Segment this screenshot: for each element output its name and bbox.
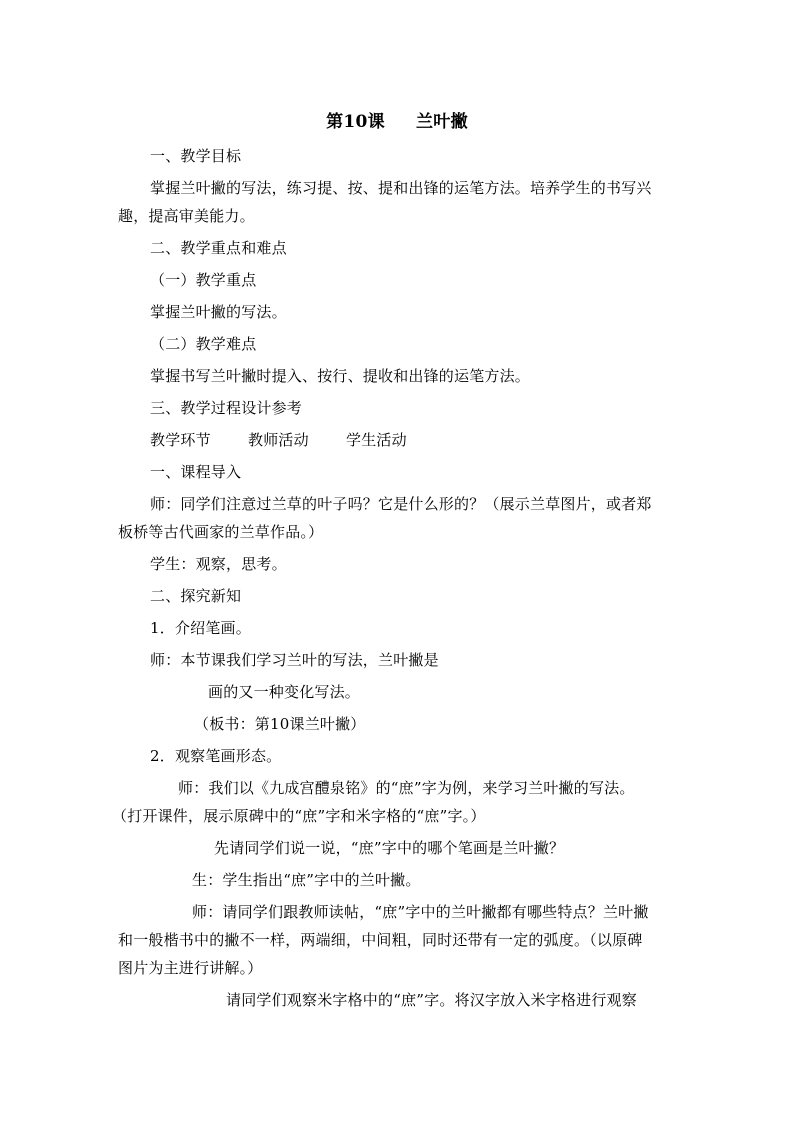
paragraph-line: （打开课件，展示原碑中的“庶”字和米字格的“庶”字。） bbox=[112, 807, 486, 825]
section-heading-explore: 二、探究新知 bbox=[150, 587, 242, 605]
paragraph-line: 趣，提高审美能力。 bbox=[118, 207, 255, 225]
paragraph-line: 掌握兰叶撇的写法，练习提、按、提和出锋的运笔方法。培养学生的书写兴 bbox=[150, 179, 652, 197]
paragraph-line: 师：我们以《九成宫醴泉铭》的“庶”字为例，来学习兰叶撇的写法。 bbox=[178, 779, 635, 797]
paragraph-line: 先请同学们说一说，“庶”字中的哪个笔画是兰叶撇？ bbox=[214, 839, 565, 857]
process-header-stage: 教学环节 bbox=[150, 431, 211, 449]
paragraph-line: 掌握兰叶撇的写法。 bbox=[150, 303, 287, 321]
section-heading-key-points: 二、教学重点和难点 bbox=[150, 239, 287, 257]
process-header-teacher: 教师活动 bbox=[248, 431, 309, 449]
section-heading-objectives: 一、教学目标 bbox=[150, 147, 242, 165]
paragraph-line: 图片为主进行讲解。） bbox=[118, 959, 263, 977]
paragraph-line: 掌握书写兰叶撇时提入、按行、提收和出锋的运笔方法。 bbox=[150, 367, 531, 385]
lesson-title: 第10课 兰叶撇 bbox=[326, 112, 468, 132]
paragraph-line: 学生：观察，思考。 bbox=[150, 555, 287, 573]
subheading-key-point: （一）教学重点 bbox=[150, 271, 257, 289]
paragraph-line: 和一般楷书中的撇不一样，两端细，中间粗，同时还带有一定的弧度。（以原碑 bbox=[118, 931, 643, 949]
paragraph-line: 师：请同学们跟教师读帖，“庶”字中的兰叶撇都有哪些特点？兰叶撇 bbox=[192, 903, 649, 921]
process-header-student: 学生活动 bbox=[346, 431, 407, 449]
section-heading-intro: 一、课程导入 bbox=[150, 463, 242, 481]
process-headers-row bbox=[150, 430, 412, 450]
board-note: （板书：第10课兰叶撇） bbox=[194, 715, 366, 733]
step-heading: 1．介绍笔画。 bbox=[150, 619, 251, 637]
paragraph-line: 画的又一种变化写法。 bbox=[208, 683, 361, 701]
step-heading: 2．观察笔画形态。 bbox=[150, 747, 282, 765]
section-heading-process: 三、教学过程设计参考 bbox=[150, 399, 303, 417]
paragraph-line: 板桥等古代画家的兰草作品。） bbox=[118, 523, 324, 541]
paragraph-line: 师：本节课我们学习兰叶的写法，兰叶撇是 bbox=[150, 651, 439, 669]
subheading-difficulty: （二）教学难点 bbox=[150, 335, 257, 353]
paragraph-line: 生：学生指出“庶”字中的兰叶撇。 bbox=[192, 871, 421, 889]
paragraph-line: 请同学们观察米字格中的“庶”字。将汉字放入米字格进行观察 bbox=[226, 991, 637, 1009]
paragraph-line: 师：同学们注意过兰草的叶子吗？它是什么形的？（展示兰草图片，或者郑 bbox=[150, 495, 652, 513]
